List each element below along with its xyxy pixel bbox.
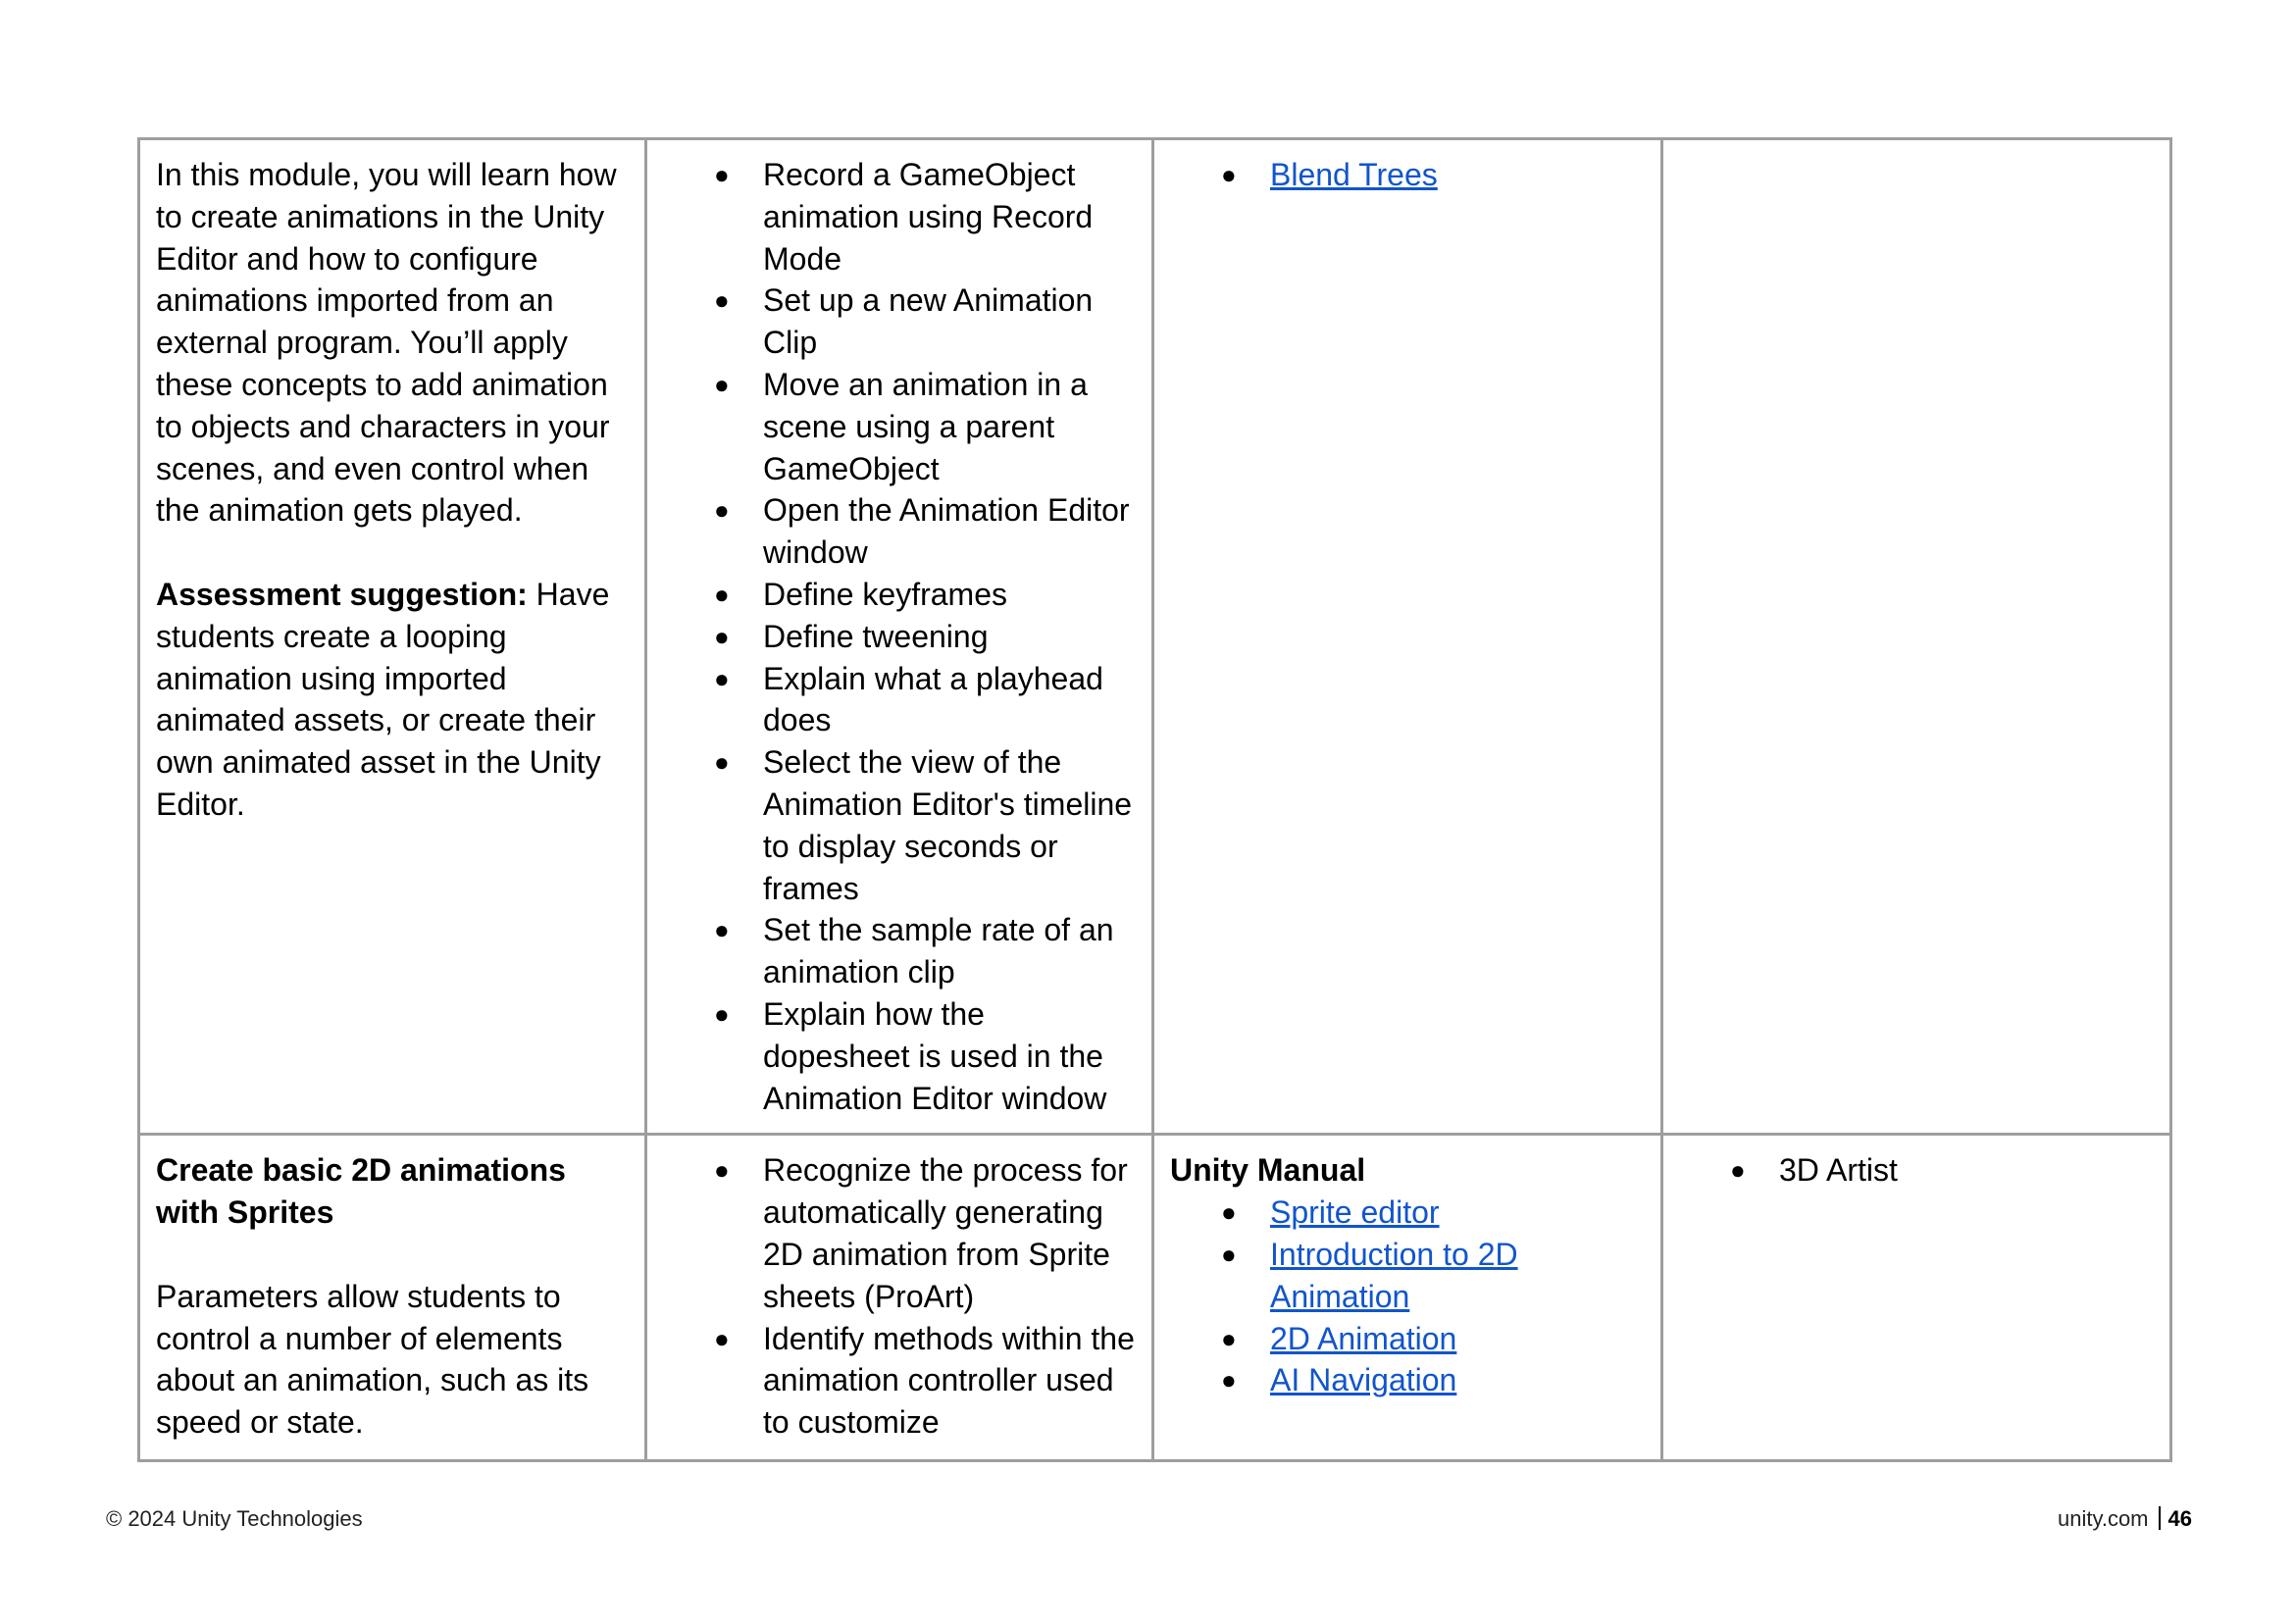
list-item: ● Explain how the dopesheet is used in the Animation Editor window [714, 995, 1107, 1116]
learning-objectives-cell [646, 139, 1153, 1135]
blend-trees-link[interactable]: Blend Trees [1270, 157, 1438, 192]
list-item: ● 2D Animation [1221, 1320, 1457, 1356]
objectives-list [663, 154, 1136, 1119]
footer-site: unity.com [2058, 1506, 2149, 1531]
sprite-editor-link[interactable]: Sprite editor [1270, 1194, 1440, 1231]
learning-objectives-cell [646, 1135, 1153, 1461]
list-item: ● Set the sample rate of an animation clip [714, 912, 1114, 990]
roles-cell [1662, 1135, 2171, 1461]
list-item: ● Recognize the process for automatically generating 2D animation from Sprite sheets (ProArt) [714, 1152, 1128, 1314]
list-item: ● Sprite editor [1221, 1194, 1440, 1231]
assessment-suggestion [156, 574, 629, 826]
module-intro-text: In this module, you will learn how to create animations in the Unity Editor and how to configure animations imported from an external program. You’ll apply these concepts to add animation to objects and characters in your scenes, and even control when the animation gets played. [156, 157, 617, 529]
footer-divider [2159, 1506, 2161, 1530]
list-item: ● Define keyframes [714, 576, 1007, 612]
list-item: ● Explain what a playhead does [714, 660, 1103, 738]
resources-list [1170, 1192, 1645, 1401]
table-row [139, 139, 2171, 1135]
resources-cell [1153, 139, 1662, 1135]
objectives-list [663, 1149, 1136, 1444]
list-item: ● Set up a new Animation Clip [714, 282, 1094, 361]
list-item: ● Record a GameObject animation using Record Mode [714, 157, 1094, 277]
list-item: ● 3D Artist [1730, 1152, 1898, 1189]
roles-list [1679, 1149, 2154, 1192]
list-item: ● AI Navigation [1221, 1362, 1457, 1398]
footer-page-info [2058, 1506, 2192, 1532]
list-item: ● Introduction to 2D Animation [1221, 1236, 1518, 1314]
list-item: ● Blend Trees [1221, 157, 1438, 192]
list-item: ● Identify methods within the animation controller used to customize [714, 1320, 1135, 1441]
list-item: ● Select the view of the Animation Editor's timeline to display seconds or frames [714, 744, 1133, 906]
resources-heading: Unity Manual [1170, 1152, 1366, 1189]
2d-animation-link[interactable]: 2D Animation [1270, 1320, 1457, 1356]
roles-cell [1662, 139, 2171, 1135]
list-item: ● Open the Animation Editor window [714, 492, 1130, 571]
module-title: Create basic 2D animations with Sprites [156, 1152, 566, 1231]
intro-2d-animation-link[interactable]: Introduction to 2D Animation [1270, 1236, 1518, 1314]
curriculum-table [137, 137, 2172, 1462]
module-description-cell [139, 1135, 646, 1461]
table-row [139, 1135, 2171, 1461]
resources-cell [1153, 1135, 1662, 1461]
list-item: ● Move an animation in a scene using a parent GameObject [714, 366, 1088, 486]
module-description-cell [139, 139, 646, 1135]
resources-list [1170, 154, 1645, 196]
assessment-label: Assessment suggestion: [156, 576, 528, 612]
assessment-text: Have students create a looping animation using imported animated assets, or create their own animated asset in the Unity Editor. [156, 576, 610, 822]
ai-navigation-link[interactable]: AI Navigation [1270, 1362, 1457, 1398]
page-number: 46 [2167, 1506, 2192, 1531]
module-description-text: Parameters allow students to control a number of elements about an animation, such as its speed or state. [156, 1278, 589, 1441]
footer-copyright: © 2024 Unity Technologies [106, 1506, 363, 1531]
list-item: ● Define tweening [714, 618, 989, 654]
